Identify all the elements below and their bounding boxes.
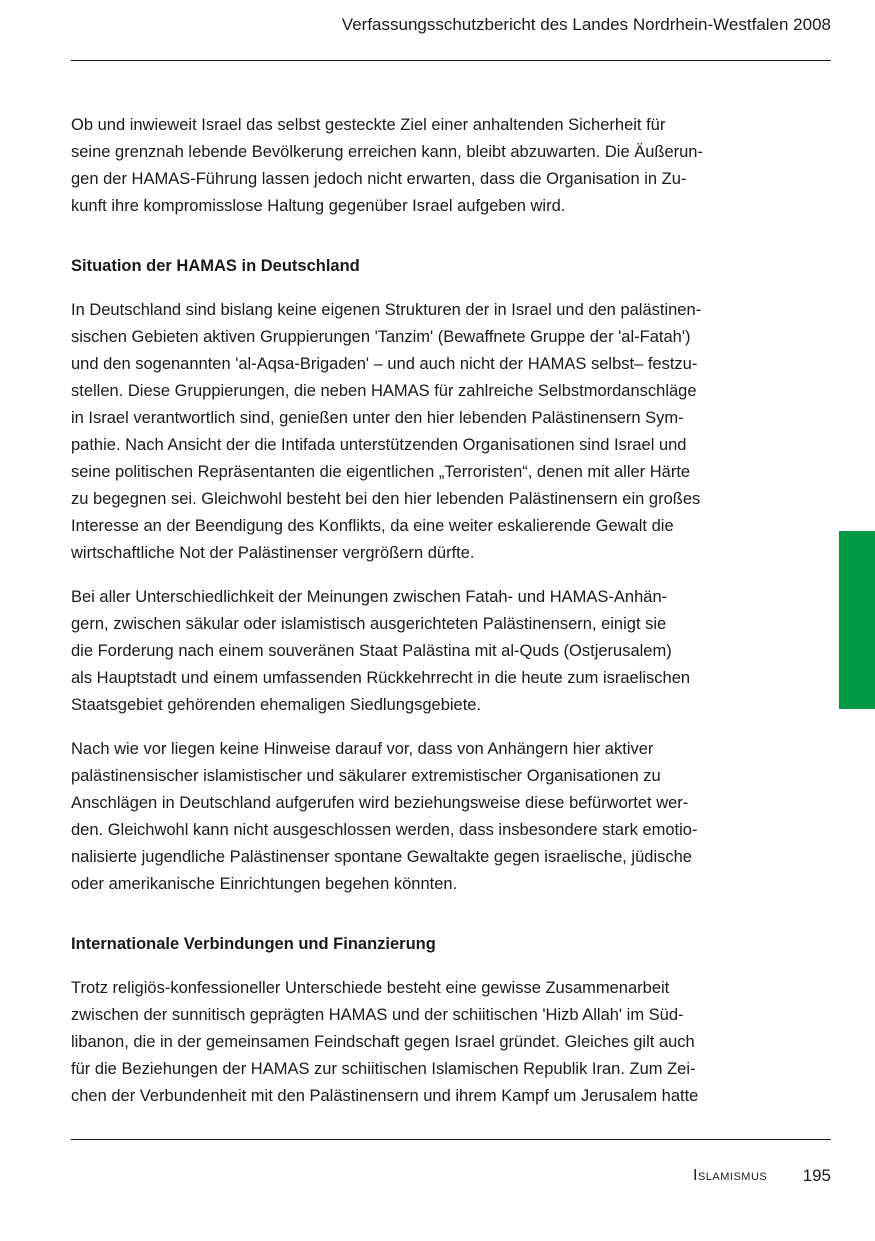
text-line: Trotz religiös-konfessioneller Unterschiede besteht eine gewisse Zusammenarbeit [71,979,670,997]
text-line: seine grenznah lebende Bevölkerung erreichen kann, bleibt abzuwarten. Die Äußerun- [71,143,703,161]
text-line: Anschlägen in Deutschland aufgerufen wird beziehungsweise diese befürwortet wer- [71,794,689,812]
text-line: Interesse an der Beendigung des Konflikts, da eine weiter eskalierende Gewalt die [71,517,674,535]
text-line: Staatsgebiet gehörenden ehemaligen Siedlungsgebiete. [71,696,482,714]
text-line: zu begegnen sei. Gleichwohl besteht bei den hier lebenden Palästinensern ein großes [71,490,701,508]
text-line: libanon, die in der gemeinsamen Feindschaft gegen Israel gründet. Gleiches gilt auch [71,1033,695,1051]
page-number: 195 [802,1166,831,1185]
text-line: für die Beziehungen der HAMAS zur schiitischen Islamischen Republik Iran. Zum Zei- [71,1060,696,1078]
section-heading-international-connections: Internationale Verbindungen und Finanzierung [71,935,436,953]
text-line: zwischen der sunnitisch geprägten HAMAS und der schiitischen 'Hizb Allah' im Süd- [71,1006,684,1024]
text-line: palästinensischer islamistischer und säkularer extremistischer Organisationen zu [71,767,661,785]
text-line: die Forderung nach einem souveränen Staat Palästina mit al-Quds (Ostjerusalem) [71,642,672,660]
paragraph-hamas-structures [71,297,791,567]
text-line: Nach wie vor liegen keine Hinweise darauf vor, dass von Anhängern hier aktiver [71,740,654,758]
text-line: wirtschaftliche Not der Palästinenser vergrößern dürfte. [71,544,475,562]
text-line: sischen Gebieten aktiven Gruppierungen 'Tanzim' (Bewaffnete Gruppe der 'al-Fatah') [71,328,691,346]
section-heading-hamas-germany: Situation der HAMAS in Deutschland [71,257,360,275]
header-rule [71,60,831,61]
text-line: und den sogenannten 'al-Aqsa-Brigaden' – und auch nicht der HAMAS selbst– festzu- [71,355,698,373]
text-line: kunft ihre kompromisslose Haltung gegenüber Israel aufgeben wird. [71,197,566,215]
text-line: seine politischen Repräsentanten die eigentlichen „Terroristen“, denen mit aller Härte [71,463,691,481]
text-line: pathie. Nach Ansicht der die Intifada unterstützenden Organisationen sind Israel und [71,436,687,454]
text-line: in Israel verantwortlich sind, genießen unter den hier lebenden Palästinensern Sym- [71,409,684,427]
text-line: oder amerikanische Einrichtungen begehen könnten. [71,875,458,893]
text-line: als Hauptstadt und einem umfassenden Rückkehrrecht in die heute zum israelischen [71,669,691,687]
footer-section-label: Islamismus [693,1167,768,1184]
running-header-title: Verfassungsschutzbericht des Landes Nordrhein-Westfalen 2008 [341,15,831,34]
footer-rule [71,1139,831,1140]
text-line: stellen. Diese Gruppierungen, die neben HAMAS für zahlreiche Selbstmordanschläge [71,382,697,400]
text-line: chen der Verbundenheit mit den Palästinensern und ihrem Kampf um Jerusalem hatte [71,1087,699,1105]
text-line: nalisierte jugendliche Palästinenser spontane Gewaltakte gegen israelische, jüdische [71,848,692,866]
paragraph-israel-security [71,112,791,220]
text-line: Bei aller Unterschiedlichkeit der Meinungen zwischen Fatah- und HAMAS-Anhän- [71,588,668,606]
text-line: In Deutschland sind bislang keine eigenen Strukturen der in Israel und den palästinen- [71,301,702,319]
paragraph-no-indications [71,736,791,898]
text-line: Ob und inwieweit Israel das selbst gesteckte Ziel einer anhaltenden Sicherheit für [71,116,666,134]
chapter-tab-marker [839,531,875,709]
paragraph-fatah-hamas-opinions [71,584,791,719]
text-line: gen der HAMAS-Führung lassen jedoch nicht erwarten, dass die Organisation in Zu- [71,170,687,188]
page-body [71,112,791,1110]
paragraph-cooperation [71,975,791,1110]
text-line: gern, zwischen säkular oder islamistisch ausgerichteten Palästinensern, einigt sie [71,615,667,633]
text-line: den. Gleichwohl kann nicht ausgeschlossen werden, dass insbesondere stark emotio- [71,821,698,839]
